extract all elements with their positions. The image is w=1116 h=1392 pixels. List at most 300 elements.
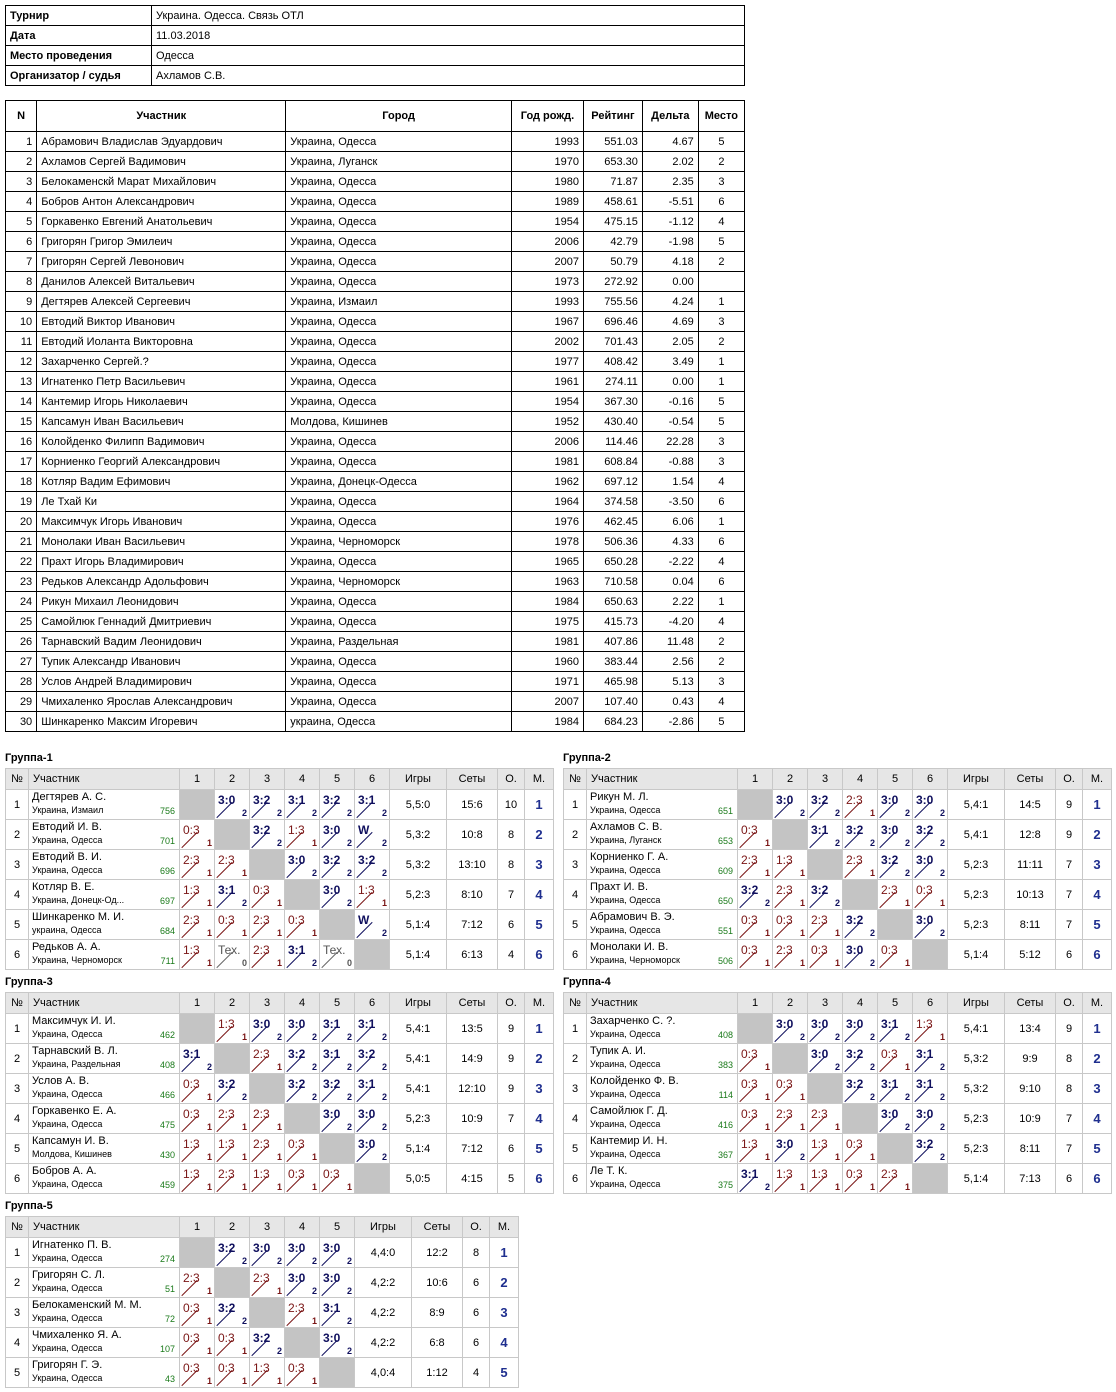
match-points: 2 (904, 1032, 910, 1042)
match-result-cell (320, 1164, 355, 1194)
match-points: 1 (904, 1062, 910, 1072)
match-result-cell (913, 910, 948, 940)
participant-rating: 416 (717, 1120, 733, 1130)
group-points: 7 (1056, 910, 1083, 940)
group-col-points: О. (1056, 993, 1083, 1014)
group-place: 5 (525, 1134, 554, 1164)
group-games: 4,2:2 (355, 1268, 412, 1298)
match-points: 1 (206, 1346, 212, 1356)
group-points: 7 (498, 1104, 525, 1134)
participant-cell: 1976 (512, 512, 584, 532)
match-score: 0:3 (288, 1137, 305, 1151)
match-points: 2 (381, 808, 387, 818)
participant-cell: 25 (6, 612, 37, 632)
match-score: 3:1 (358, 1077, 376, 1091)
match-points: 2 (939, 928, 945, 938)
participant-row (6, 432, 745, 452)
match-score: 1:3 (776, 1167, 793, 1181)
participant-cell: 2.56 (642, 652, 698, 672)
participants-col-header: Дельта (642, 101, 698, 132)
match-result-cell (180, 1104, 215, 1134)
group-participant (29, 1164, 180, 1194)
group-row (6, 1298, 519, 1328)
participant-cell: 28 (6, 672, 37, 692)
group-row (6, 1328, 519, 1358)
match-points: 2 (206, 1062, 212, 1072)
group-place: 6 (1083, 1164, 1112, 1194)
group-col-opponent: 5 (320, 769, 355, 790)
participant-cell: 1977 (512, 352, 584, 372)
group-sets: 10:9 (1005, 1104, 1056, 1134)
group-header-row (6, 993, 554, 1014)
group-col-points: О. (1056, 769, 1083, 790)
group-col-sets: Сеты (412, 1217, 463, 1238)
group-col-opponent: 3 (808, 769, 843, 790)
group-games: 5,4:1 (948, 1014, 1005, 1044)
group-col-opponent: 6 (913, 769, 948, 790)
match-points: 2 (241, 1316, 247, 1326)
group-col-opponent: 5 (878, 993, 913, 1014)
match-points: 2 (834, 898, 840, 908)
participant-city: Украина, Донецк-Од... (32, 895, 125, 905)
match-result-cell (285, 850, 320, 880)
match-score: 3:2 (811, 793, 829, 807)
self-match-cell (843, 880, 878, 910)
group-col-opponent: 5 (320, 993, 355, 1014)
match-points: 1 (311, 1316, 317, 1326)
group-row-number: 6 (6, 1164, 29, 1194)
match-points: 1 (276, 898, 282, 908)
group-sets: 7:12 (447, 1134, 498, 1164)
group-participant (29, 1238, 180, 1268)
match-score: 0:3 (741, 943, 758, 957)
group-sets: 8:11 (1005, 910, 1056, 940)
group-col-opponent: 5 (320, 1217, 355, 1238)
match-points: 1 (276, 928, 282, 938)
participant-row (6, 232, 745, 252)
match-points: 2 (869, 838, 875, 848)
match-result-cell (180, 880, 215, 910)
match-score: 1:3 (358, 883, 375, 897)
group-row (6, 1134, 554, 1164)
participant-cell: 15 (6, 412, 37, 432)
participant-cell: 1 (698, 292, 744, 312)
match-result-cell (285, 790, 320, 820)
participant-name: Услов А. В. (32, 1075, 90, 1087)
participant-cell: 2006 (512, 432, 584, 452)
match-points: 2 (311, 1256, 317, 1266)
participants-col-header: Рейтинг (583, 101, 642, 132)
participant-cell: 1971 (512, 672, 584, 692)
group-sets: 13:4 (1005, 1014, 1056, 1044)
match-result-cell (250, 1104, 285, 1134)
match-score: 3:1 (741, 1167, 759, 1181)
group-col-participant: Участник (29, 769, 180, 790)
participant-name: Ахламов С. В. (590, 821, 663, 833)
group-col-no: № (564, 993, 587, 1014)
match-result-cell (285, 940, 320, 970)
match-points: 1 (834, 1122, 840, 1132)
participant-rating: 696 (159, 866, 175, 876)
match-result-cell (320, 1044, 355, 1074)
match-result-cell (250, 1164, 285, 1194)
match-score: 3:2 (881, 853, 899, 867)
group-place: 1 (1083, 1014, 1112, 1044)
match-score: 0:3 (741, 913, 758, 927)
participant-row (6, 592, 745, 612)
participant-cell: 1970 (512, 152, 584, 172)
group-row (6, 1164, 554, 1194)
group-col-opponent: 5 (878, 769, 913, 790)
group-col-opponent: 3 (250, 1217, 285, 1238)
participant-cell: 4.67 (642, 132, 698, 152)
participant-name: Григорян С. Л. (32, 1269, 105, 1281)
group-games: 5,3:2 (948, 1074, 1005, 1104)
group-sets: 12:8 (1005, 820, 1056, 850)
info-value: 11.03.2018 (152, 26, 745, 46)
participant-rating: 651 (717, 806, 733, 816)
match-result-cell (773, 1074, 808, 1104)
match-points: 1 (764, 1062, 770, 1072)
match-score: 0:3 (183, 1331, 200, 1345)
match-result-cell (215, 1164, 250, 1194)
participant-cell: Украина, Одесса (286, 392, 512, 412)
participant-cell: Тарнавский Вадим Леонидович (37, 632, 286, 652)
participant-cell: 3 (6, 172, 37, 192)
group-participant (587, 1044, 738, 1074)
participant-cell: 107.40 (583, 692, 642, 712)
info-label: Организатор / судья (6, 66, 152, 86)
match-score: 1:3 (811, 1137, 828, 1151)
group-sets: 8:10 (447, 880, 498, 910)
group-col-opponent: 4 (285, 993, 320, 1014)
group-participant (29, 820, 180, 850)
group-row-number: 2 (564, 820, 587, 850)
participant-row (6, 412, 745, 432)
participant-cell: 22.28 (642, 432, 698, 452)
participant-cell: 5 (698, 232, 744, 252)
participant-cell: украина, Одесса (286, 712, 512, 732)
participant-row (6, 532, 745, 552)
match-result-cell (320, 940, 355, 970)
group-place: 5 (1083, 1134, 1112, 1164)
participant-rating: 756 (159, 806, 175, 816)
match-points: 1 (904, 898, 910, 908)
self-match-cell (285, 1104, 320, 1134)
match-points: 2 (346, 1286, 352, 1296)
group-row (6, 1104, 554, 1134)
participant-cell: 27 (6, 652, 37, 672)
match-result-cell (843, 1074, 878, 1104)
participant-cell: 6 (698, 572, 744, 592)
self-match-cell (320, 1358, 355, 1388)
group-sets: 13:10 (447, 850, 498, 880)
participant-cell: 408.42 (583, 352, 642, 372)
participant-cell: Украина, Донецк-Одесса (286, 472, 512, 492)
participant-city: Украина, Одесса (590, 805, 661, 815)
participant-row (6, 692, 745, 712)
group-sets: 9:10 (1005, 1074, 1056, 1104)
match-result-cell (808, 940, 843, 970)
match-score: 3:2 (323, 1077, 341, 1091)
match-score: 2:3 (253, 1137, 270, 1151)
group-games: 5,1:4 (390, 910, 447, 940)
match-points: 2 (381, 838, 387, 848)
participant-rating: 697 (159, 896, 175, 906)
participant-cell: 2007 (512, 252, 584, 272)
group-place: 1 (525, 790, 554, 820)
self-match-cell (913, 940, 948, 970)
match-points: 1 (346, 1182, 352, 1192)
participant-rating: 475 (159, 1120, 175, 1130)
participant-cell: -5.51 (642, 192, 698, 212)
group-participant (29, 1298, 180, 1328)
participant-cell: 653.30 (583, 152, 642, 172)
match-result-cell (773, 880, 808, 910)
participant-cell: Украина, Одесса (286, 212, 512, 232)
participant-cell: 5 (698, 132, 744, 152)
group-row-number: 3 (564, 850, 587, 880)
match-score: 2:3 (846, 853, 863, 867)
match-points: 1 (206, 1182, 212, 1192)
group-games: 5,3:2 (390, 820, 447, 850)
participant-cell: 5 (698, 412, 744, 432)
group-participant (587, 1134, 738, 1164)
match-result-cell (913, 1074, 948, 1104)
match-score: 3:1 (323, 1301, 341, 1315)
match-score: 3:2 (253, 1331, 271, 1345)
participant-cell: Кантемир Игорь Николаевич (37, 392, 286, 412)
participant-name: Горкавенко Е. А. (32, 1105, 117, 1117)
match-result-cell (355, 820, 390, 850)
group-col-opponent: 1 (180, 1217, 215, 1238)
group-col-games: Игры (355, 1217, 412, 1238)
participant-cell: Колойденко Филипп Вадимович (37, 432, 286, 452)
match-score: 0:3 (183, 1301, 200, 1315)
match-points: 1 (764, 1092, 770, 1102)
group-sets: 14:5 (1005, 790, 1056, 820)
participant-cell: Украина, Одесса (286, 312, 512, 332)
match-score: 1:3 (183, 943, 200, 957)
group-row (564, 1104, 1112, 1134)
participant-cell: 465.98 (583, 672, 642, 692)
match-result-cell (913, 790, 948, 820)
match-result-cell (808, 1134, 843, 1164)
match-points: 2 (311, 1092, 317, 1102)
match-points: 1 (311, 928, 317, 938)
match-points: 1 (241, 1376, 247, 1386)
match-result-cell (773, 1104, 808, 1134)
match-points: 2 (799, 1152, 805, 1162)
participant-cell: Украина, Одесса (286, 232, 512, 252)
match-points: 2 (381, 868, 387, 878)
participant-cell: 2 (698, 632, 744, 652)
match-points: 1 (241, 868, 247, 878)
group-col-place: М. (1083, 769, 1112, 790)
match-result-cell (215, 880, 250, 910)
group-points: 9 (1056, 1014, 1083, 1044)
match-result-cell (878, 1074, 913, 1104)
group-points: 7 (1056, 850, 1083, 880)
match-points: 2 (276, 838, 282, 848)
group-col-points: О. (463, 1217, 490, 1238)
match-score: Тех. (218, 943, 241, 957)
match-result-cell (180, 1164, 215, 1194)
match-score: 2:3 (183, 853, 200, 867)
match-score: 3:2 (846, 913, 864, 927)
participant-cell: 9 (6, 292, 37, 312)
match-points: 1 (869, 808, 875, 818)
match-result-cell (320, 1298, 355, 1328)
group-row-number: 1 (564, 1014, 587, 1044)
participant-row (6, 632, 745, 652)
match-score: 3:2 (288, 1047, 306, 1061)
match-score: 3:0 (288, 1271, 306, 1285)
self-match-cell (215, 1268, 250, 1298)
group-row-number: 1 (6, 1238, 29, 1268)
participant-city: Украина, Одесса (32, 1029, 103, 1039)
participant-name: Редьков А. А. (32, 941, 101, 953)
participant-cell: 462.45 (583, 512, 642, 532)
participant-cell: 10 (6, 312, 37, 332)
participant-cell: Украина, Одесса (286, 172, 512, 192)
participant-cell: 1954 (512, 212, 584, 232)
participant-rating: 462 (159, 1030, 175, 1040)
match-score: 1:3 (776, 853, 793, 867)
match-result-cell (913, 1044, 948, 1074)
match-score: 2:3 (741, 853, 758, 867)
participant-cell: Украина, Одесса (286, 612, 512, 632)
group-col-opponent: 6 (355, 769, 390, 790)
participant-name: Колойденко Ф. В. (590, 1075, 679, 1087)
participant-cell: 4 (698, 212, 744, 232)
group-place: 2 (525, 820, 554, 850)
participant-cell: 1981 (512, 632, 584, 652)
participant-cell: 367.30 (583, 392, 642, 412)
match-result-cell (738, 1104, 773, 1134)
match-points: 1 (311, 1376, 317, 1386)
participant-cell: Белокаменскй Марат Михайлович (37, 172, 286, 192)
match-points: 1 (311, 1182, 317, 1192)
participant-cell: Украина, Измаил (286, 292, 512, 312)
group-participant (587, 1014, 738, 1044)
group-games: 5,2:3 (948, 910, 1005, 940)
match-result-cell (878, 1104, 913, 1134)
group-col-opponent: 1 (738, 769, 773, 790)
participant-cell: Украина, Черноморск (286, 572, 512, 592)
participant-cell: 2 (698, 652, 744, 672)
participant-cell: 30 (6, 712, 37, 732)
group-participant (587, 850, 738, 880)
match-points: 2 (241, 1256, 247, 1266)
match-result-cell (250, 940, 285, 970)
group-participant (29, 1074, 180, 1104)
match-result-cell (180, 1268, 215, 1298)
match-points: 2 (904, 838, 910, 848)
participant-cell: 4.33 (642, 532, 698, 552)
match-points: 2 (346, 838, 352, 848)
participant-cell: 6 (698, 532, 744, 552)
participant-cell: 1961 (512, 372, 584, 392)
group-games: 4,0:4 (355, 1358, 412, 1388)
participant-name: Максимчук И. И. (32, 1015, 116, 1027)
match-result-cell (843, 1014, 878, 1044)
info-row (6, 66, 745, 86)
participant-cell: Ахламов Сергей Вадимович (37, 152, 286, 172)
match-points: 1 (241, 1182, 247, 1192)
match-points: 2 (276, 1346, 282, 1356)
participant-cell: 0.43 (642, 692, 698, 712)
participant-row (6, 152, 745, 172)
group-row (6, 850, 554, 880)
match-score: 1:3 (741, 1137, 758, 1151)
group-games: 5,3:2 (390, 850, 447, 880)
match-result-cell (215, 1298, 250, 1328)
match-score: 0:3 (288, 1361, 305, 1375)
match-points: 1 (241, 928, 247, 938)
participants-header-row (6, 101, 745, 132)
group-row-number: 1 (564, 790, 587, 820)
match-points: 2 (381, 1062, 387, 1072)
match-result-cell (808, 880, 843, 910)
participant-cell: Монолаки Иван Васильевич (37, 532, 286, 552)
participant-cell: 755.56 (583, 292, 642, 312)
group-sets: 13:5 (447, 1014, 498, 1044)
match-points: 2 (346, 808, 352, 818)
match-points: 1 (206, 1376, 212, 1386)
match-result-cell (843, 1044, 878, 1074)
participant-cell: 21 (6, 532, 37, 552)
participant-cell: 430.40 (583, 412, 642, 432)
match-points: 2 (381, 1152, 387, 1162)
match-score: 1:3 (811, 1167, 828, 1181)
self-match-cell (250, 850, 285, 880)
match-score: W (358, 913, 370, 927)
match-score: 3:0 (253, 1017, 271, 1031)
group-table (5, 1216, 519, 1388)
match-result-cell (808, 1044, 843, 1074)
participant-cell: 4 (698, 552, 744, 572)
match-points: 1 (206, 868, 212, 878)
group-points: 4 (463, 1358, 490, 1388)
participant-cell: Прахт Игорь Владимирович (37, 552, 286, 572)
match-score: 3:0 (323, 1331, 341, 1345)
participant-row (6, 172, 745, 192)
match-result-cell (180, 1298, 215, 1328)
participant-rating: 51 (164, 1284, 175, 1294)
participant-cell: 6 (698, 492, 744, 512)
match-points: 2 (381, 928, 387, 938)
match-result-cell (843, 910, 878, 940)
participant-cell: 3 (698, 432, 744, 452)
group-row (6, 1268, 519, 1298)
participant-name: Бобров А. А. (32, 1165, 97, 1177)
group-col-opponent: 2 (773, 769, 808, 790)
match-points: 1 (834, 1152, 840, 1162)
match-score: 3:1 (881, 1077, 899, 1091)
participant-city: Украина, Одесса (590, 1179, 661, 1189)
participant-row (6, 492, 745, 512)
group-col-no: № (564, 769, 587, 790)
participant-rating: 701 (159, 836, 175, 846)
participant-cell: 2 (698, 152, 744, 172)
participant-city: Украина, Одесса (32, 1119, 103, 1129)
participant-cell: 1952 (512, 412, 584, 432)
match-points: 2 (869, 958, 875, 968)
group-games: 5,1:4 (390, 1134, 447, 1164)
group-col-opponent: 2 (215, 769, 250, 790)
match-score: 3:1 (811, 823, 829, 837)
